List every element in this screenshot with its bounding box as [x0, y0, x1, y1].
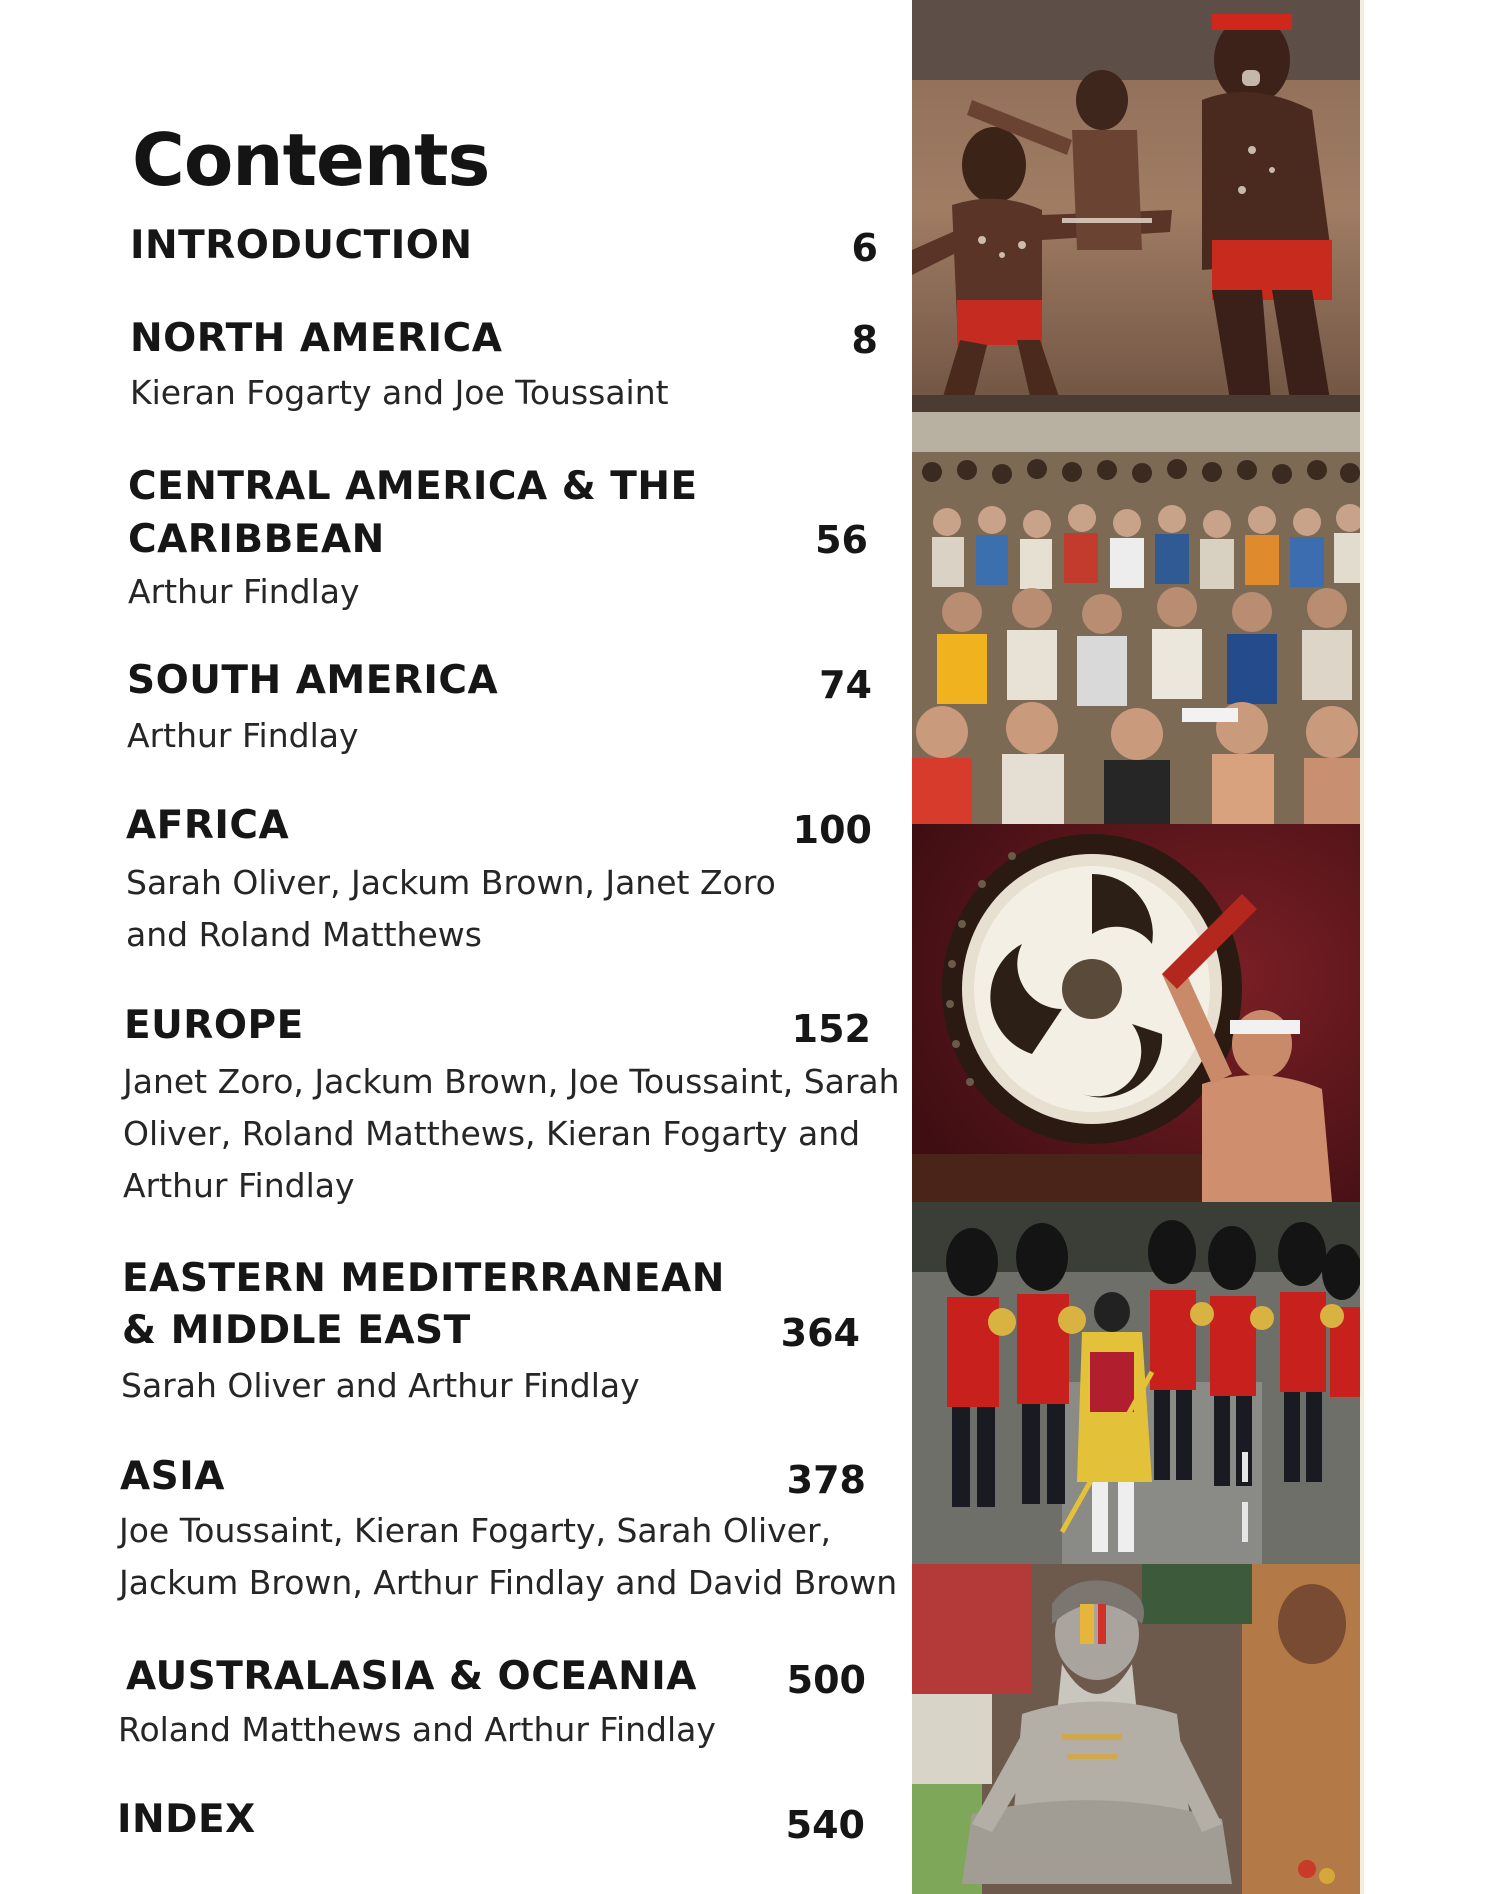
entry-page-number: 74	[819, 663, 872, 707]
entry-title: INDEX	[117, 1797, 256, 1842]
entry-page-number: 6	[851, 226, 878, 270]
entry-authors: Joe Toussaint, Kieran Fogarty, Sarah Oliver, Jackum Brown, Arthur Findlay and David Brown	[119, 1511, 898, 1602]
entry-page-number: 540	[785, 1803, 865, 1847]
entry-title: AUSTRALASIA & OCEANIA	[126, 1654, 697, 1699]
taiko-drummer-photo	[912, 824, 1360, 1202]
sadhu-photo	[912, 1564, 1360, 1894]
entry-title: NORTH AMERICA	[130, 316, 503, 361]
entry-title: EUROPE	[124, 1003, 304, 1048]
entry-authors: Janet Zoro, Jackum Brown, Joe Toussaint, Sarah Oliver, Roland Matthews, Kieran Fogarty and Arthur Findlay	[123, 1062, 900, 1205]
entry-authors: Sarah Oliver and Arthur Findlay	[121, 1366, 640, 1405]
entry-authors: Arthur Findlay	[127, 716, 359, 755]
marathon-runners-photo	[912, 412, 1360, 824]
aboriginal-dancers-photo	[912, 0, 1360, 412]
entry-title: EASTERN MEDITERRANEAN & MIDDLE EAST	[122, 1256, 725, 1353]
entry-page-number: 500	[786, 1658, 866, 1702]
entry-page-number: 378	[786, 1458, 866, 1502]
entry-page-number: 152	[791, 1007, 871, 1051]
entry-title: INTRODUCTION	[130, 223, 473, 268]
entry-title: CENTRAL AMERICA & THE CARIBBEAN	[128, 464, 698, 562]
marching-band-photo	[912, 1202, 1360, 1564]
entry-authors: Sarah Oliver, Jackum Brown, Janet Zoro and Roland Matthews	[126, 863, 776, 954]
entry-authors: Roland Matthews and Arthur Findlay	[118, 1710, 716, 1749]
entry-title: ASIA	[120, 1454, 225, 1499]
entry-page-number: 56	[815, 518, 868, 562]
entry-page-number: 100	[792, 808, 872, 852]
entry-page-number: 364	[780, 1311, 860, 1355]
entry-title: AFRICA	[126, 803, 290, 848]
entry-authors: Arthur Findlay	[128, 572, 360, 611]
entry-authors: Kieran Fogarty and Joe Toussaint	[130, 373, 669, 412]
photo-strip	[912, 0, 1360, 1894]
page-title: Contents	[132, 118, 490, 202]
entry-page-number: 8	[851, 318, 878, 362]
page-edge	[1360, 0, 1364, 1894]
entry-title: SOUTH AMERICA	[127, 658, 499, 703]
